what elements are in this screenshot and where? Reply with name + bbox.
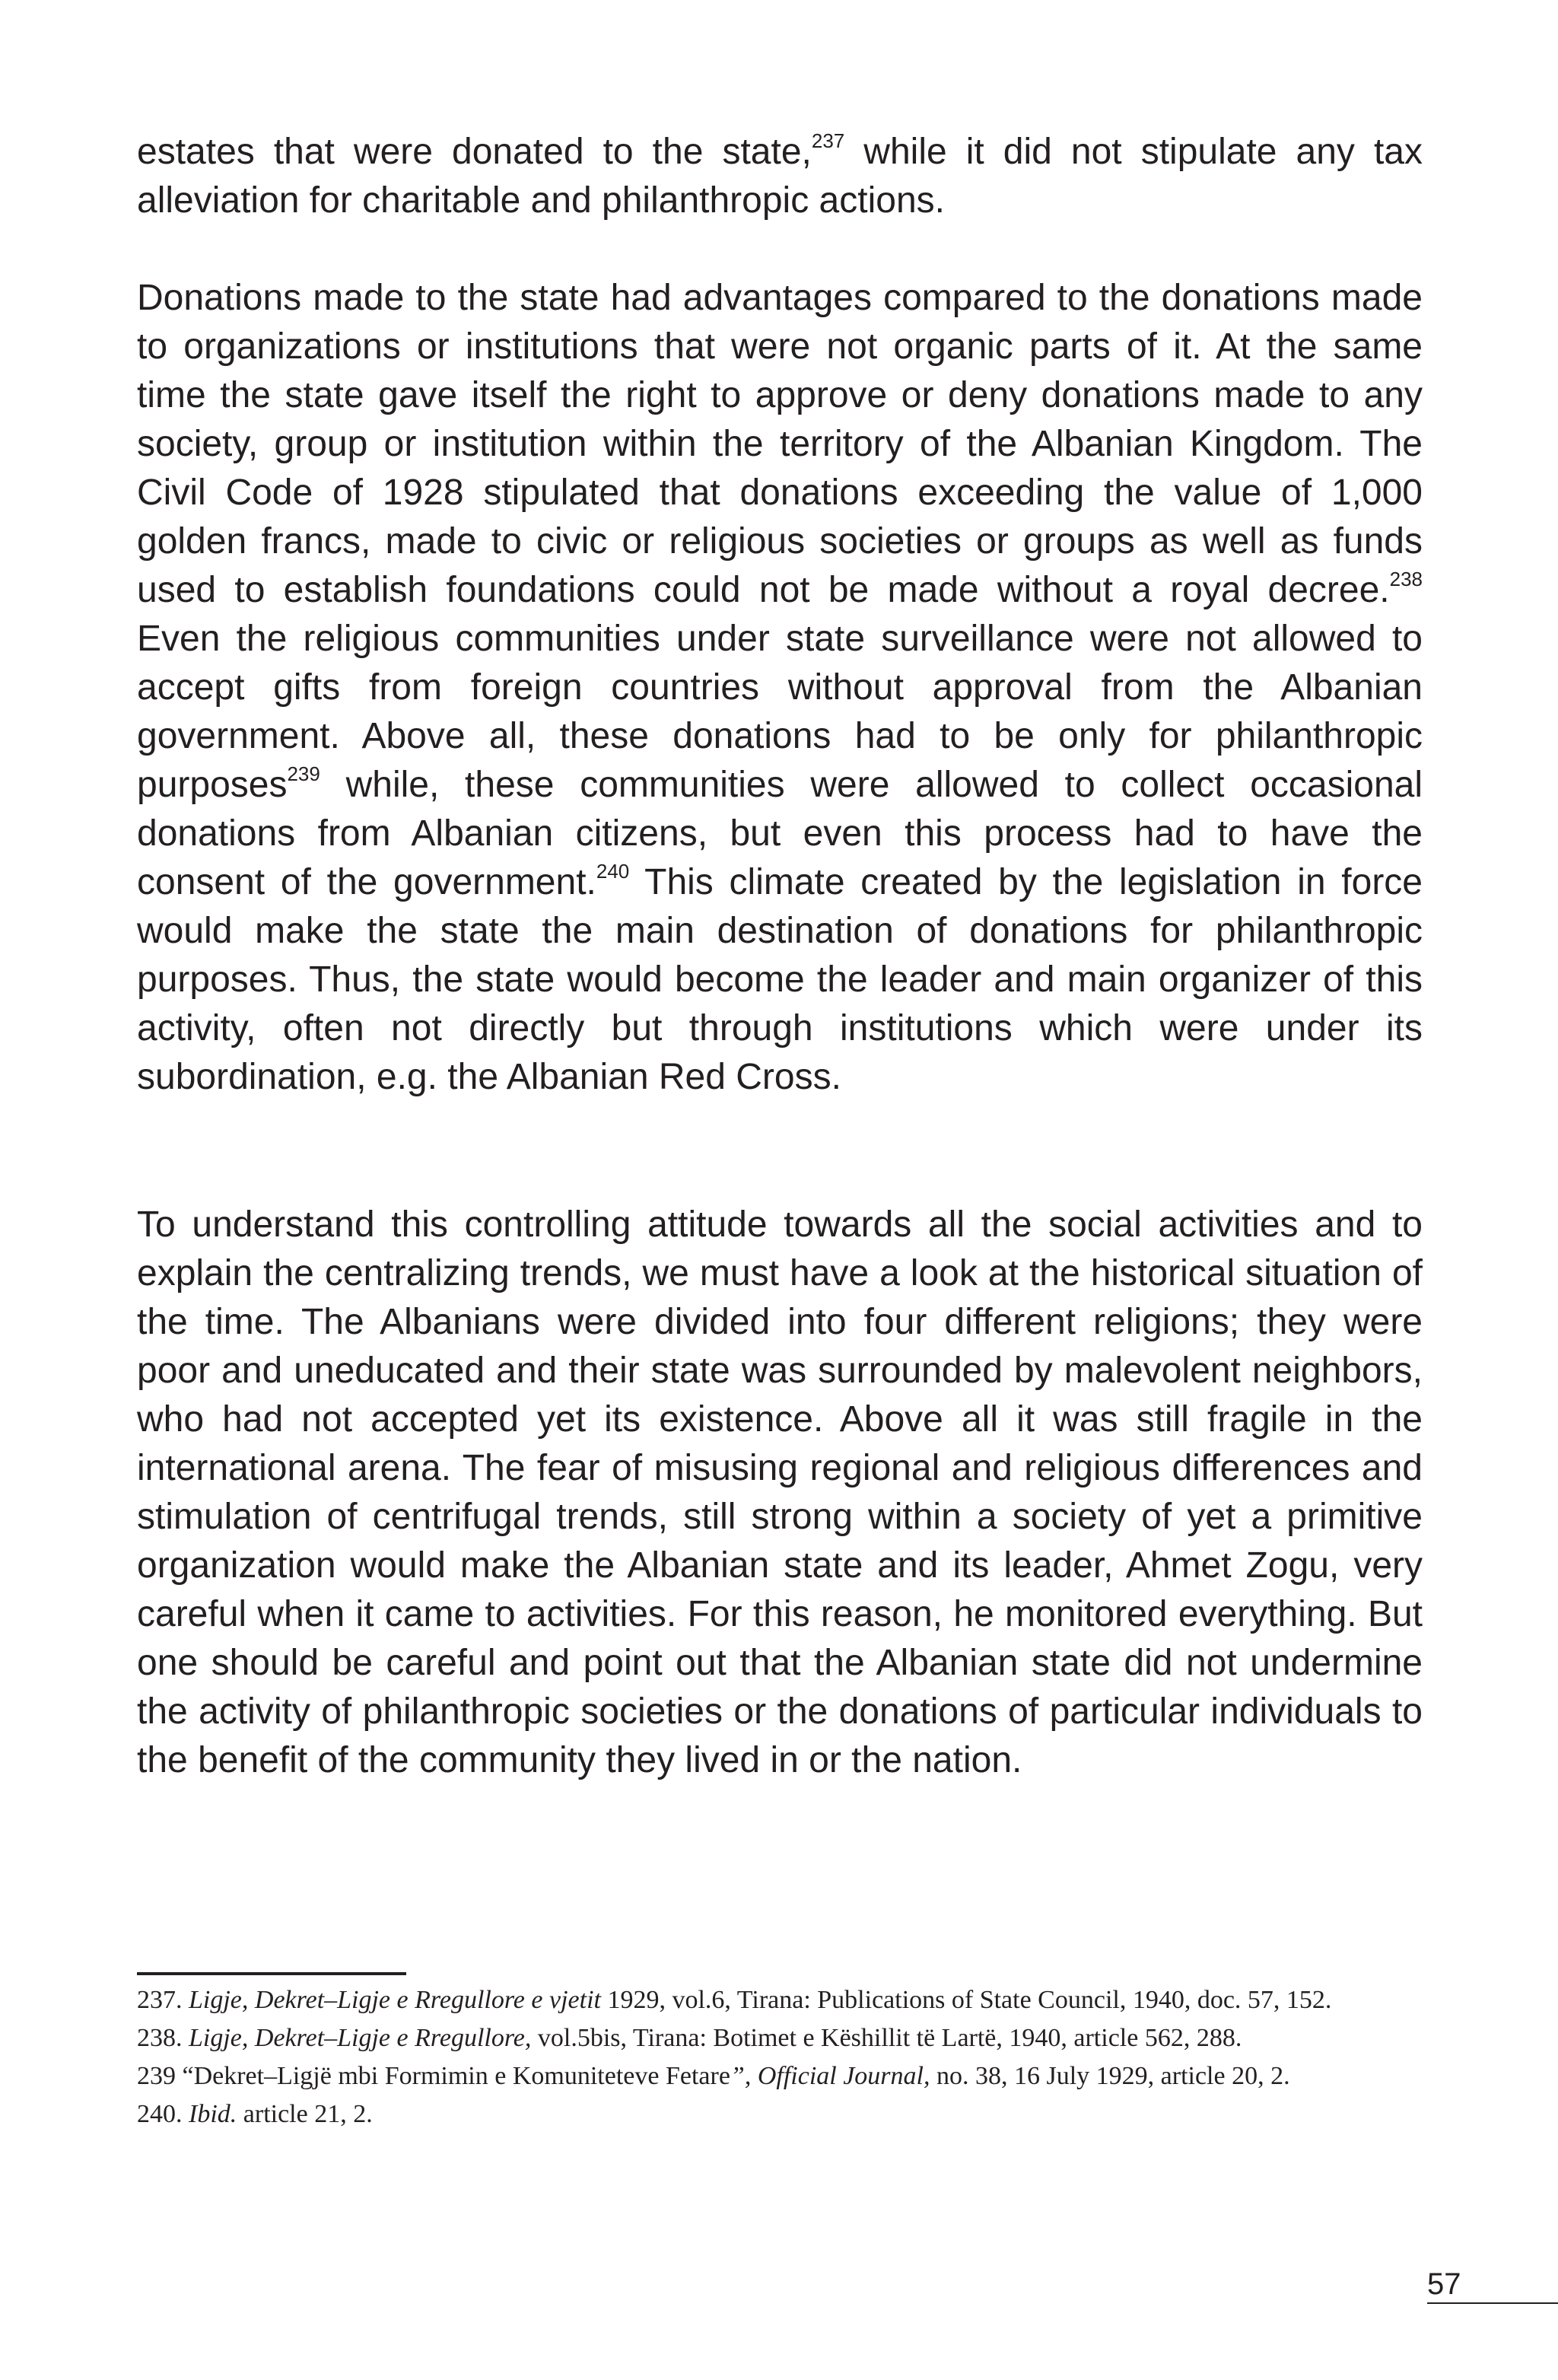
- footnote-number: 238.: [137, 2024, 183, 2052]
- footnote-text-after: article 21, 2.: [237, 2100, 373, 2128]
- footnote-238: [137, 2019, 1423, 2057]
- footnote-text-after: 1929, vol.6, Tirana: Publications of State Council, 1940, doc. 57, 152.: [600, 1986, 1332, 2014]
- footnote-text-after: vol.5bis, Tirana: Botimet e Këshillit të Lartë, 1940, article 562, 288.: [531, 2024, 1242, 2052]
- footnote-ref-239[interactable]: 239: [287, 762, 320, 785]
- paragraph-1: [137, 128, 1423, 225]
- page-number-rule: [1427, 2302, 1558, 2304]
- footnote-237: [137, 1981, 1423, 2019]
- footnote-number: 240.: [137, 2100, 183, 2128]
- paragraph-3-text-1: To understand this controlling attitude towards all the social activities and to explain the centralizing trends, we must have a look at the historical situation of the time. The Albanians were divided into four different religions; they were poor and uneducated and their state was surrounded by malevolent neighbors, who had not accepted yet its existence. Above all it was still fragile in the international arena. The fear of misusing regional and religious differences and stimulation of centrifugal trends, still strong within a society of yet a primitive organization would make the Albanian state and its leader, Ahmet Zogu, very careful when it came to activities. For this reason, he monitored everything. But one should be careful and point out that the Albanian state did not undermine the activity of philanthropic societies or the donations of particular individuals to the benefit of the community they lived in or the nation.: [137, 1204, 1423, 1780]
- paragraph-2-text-2: Even the religious communities under state surveillance were not allowed to accept gifts from foreign countries without approval from the Albanian government. Above all, these donations had to be only for philanthropic purposes: [137, 619, 1423, 805]
- paragraph-2-text-4: This climate created by the legislation in force would make the state the main destination of donations for philanthropic purposes. Thus, the state would become the leader and main organizer of this activity, often not directly but through institutions which were under its subordination, e.g. the Albanian Red Cross.: [137, 862, 1423, 1097]
- paragraph-1-text-1: estates that were donated to the state,: [137, 132, 812, 172]
- footnote-239: [137, 2057, 1423, 2095]
- footnote-ref-238[interactable]: 238: [1389, 568, 1423, 590]
- paragraph-1-text-2: while it did not stipulate any tax alleviation for charitable and philanthropic actions.: [137, 132, 1423, 221]
- footnote-240: [137, 2095, 1423, 2133]
- paragraph-3: [137, 1201, 1423, 1785]
- footnote-title: ”, Official Journal,: [730, 2062, 930, 2090]
- footnote-text-before: “Dekret–Ligjë mbi Formimin e Komuniteteve Fetare: [182, 2062, 730, 2090]
- footnote-title: Ibid.: [189, 2100, 237, 2128]
- footnote-number: 239: [137, 2062, 176, 2090]
- paragraph-2-text-1: Donations made to the state had advantages compared to the donations made to organizations or institutions that were not organic parts of it. At the same time the state gave itself the right to approve or deny donations made to any society, group or institution within the territory of the Albanian Kingdom. The Civil Code of 1928 stipulated that donations exceeding the value of 1,000 golden francs, made to civic or religious societies or groups as well as funds used to establish foundations could not be made without a royal decree.: [137, 278, 1423, 610]
- footnote-ref-240[interactable]: 240: [596, 860, 630, 883]
- page-number: 57: [1427, 2267, 1461, 2301]
- footnotes-list: [137, 1981, 1423, 2133]
- footnote-separator: [137, 1972, 406, 1975]
- footnote-number: 237.: [137, 1986, 183, 2014]
- footnote-title: Ligje, Dekret–Ligje e Rregullore e vjetit: [189, 1986, 601, 2014]
- footnote-title: Ligje, Dekret–Ligje e Rregullore,: [189, 2024, 532, 2052]
- paragraph-2-text-3: while, these communities were allowed to collect occasional donations from Albanian citizens, but even this process had to have the consent of the government.: [137, 765, 1423, 902]
- footnote-text-after: no. 38, 16 July 1929, article 20, 2.: [930, 2062, 1290, 2090]
- paragraph-2: [137, 274, 1423, 1102]
- footnote-ref-237[interactable]: 237: [811, 129, 845, 152]
